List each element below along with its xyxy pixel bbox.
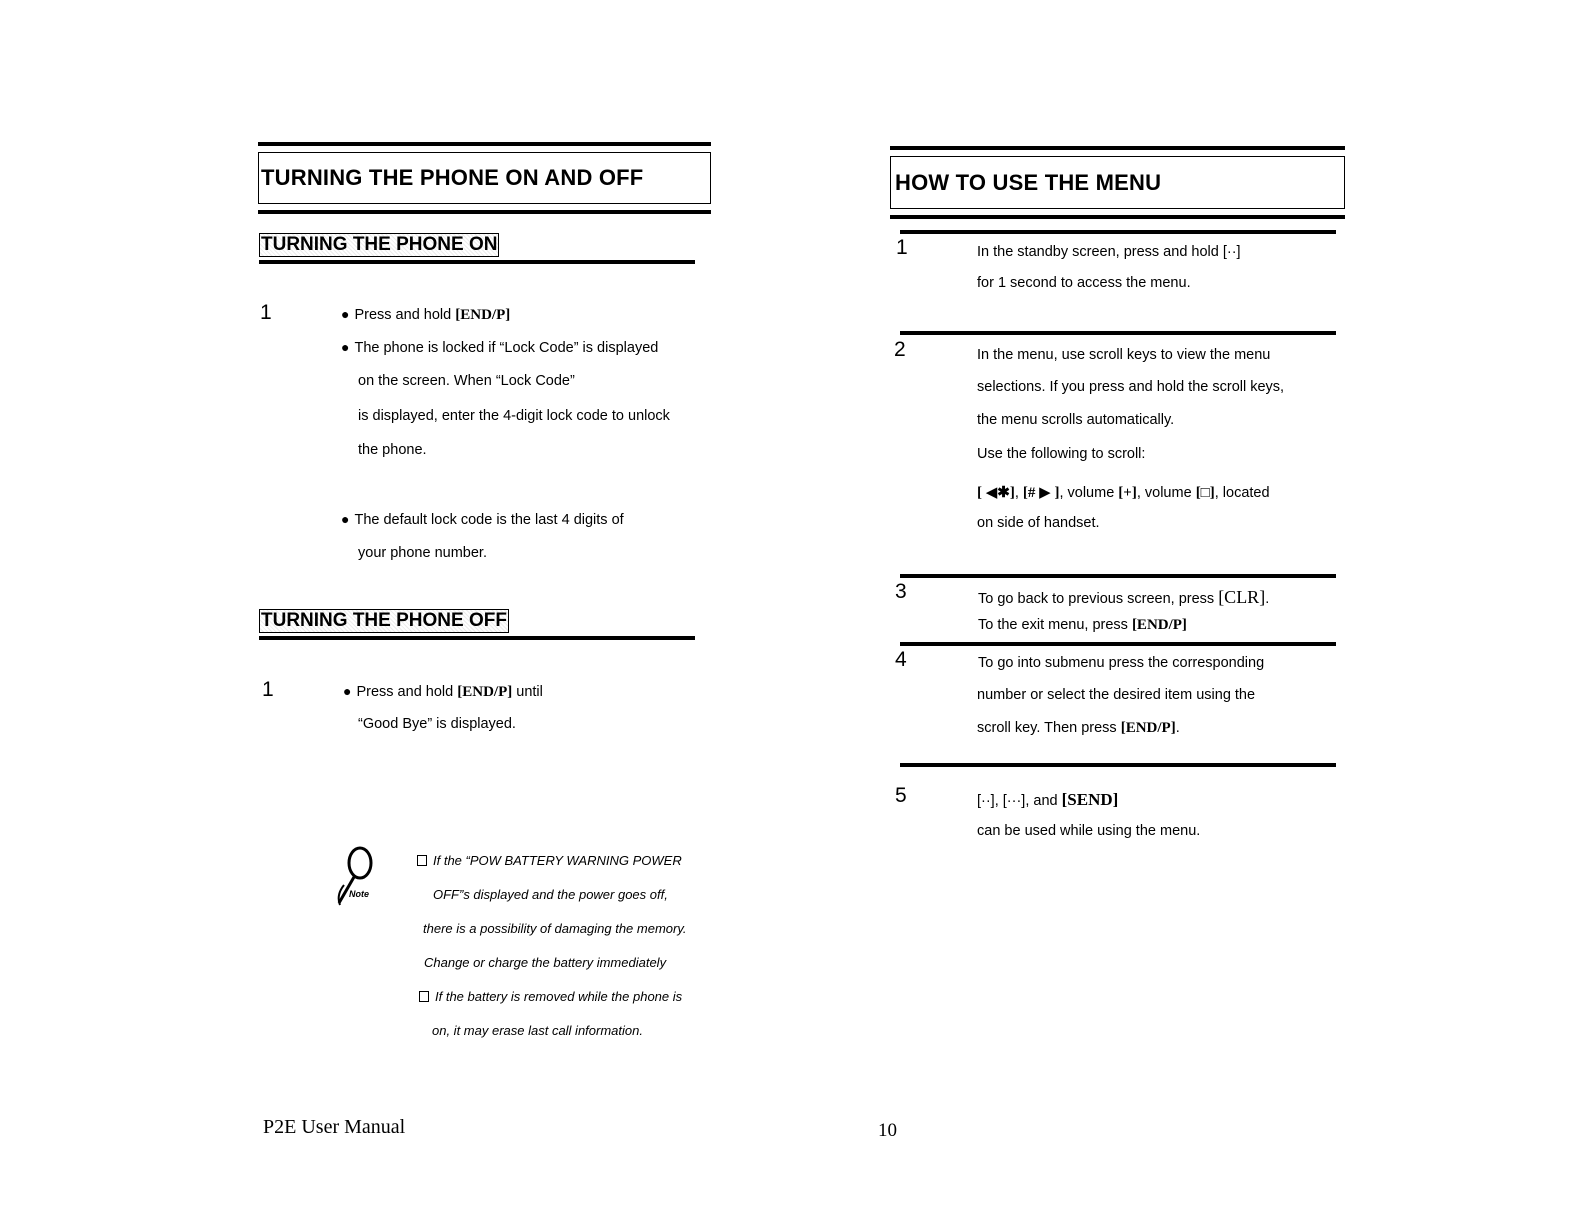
note-text: If the battery is removed while the phone is <box>435 989 683 1004</box>
step-4-line-3 <box>977 720 1180 737</box>
checkbox-icon <box>419 991 429 1002</box>
step-4-rule <box>900 642 1336 646</box>
step-5-line-2: can be used while using the menu. <box>977 823 1201 839</box>
off-bullet-press-hold <box>343 683 543 701</box>
step-2-line-6: on side of handset. <box>977 515 1100 531</box>
step-3-rule <box>900 574 1336 578</box>
step-2-rule <box>900 331 1336 335</box>
step-5-rule <box>900 763 1336 767</box>
right-page-title: HOW TO USE THE MENU <box>890 156 1345 209</box>
step-3-text: To go back to previous screen, press <box>978 591 1219 607</box>
volume-label: , volume <box>1059 485 1119 501</box>
step-2-line-1: In the menu, use scroll keys to view the menu <box>977 347 1271 363</box>
left-title-box <box>258 142 711 214</box>
step-1-line-2: for 1 second to access the menu. <box>977 275 1191 291</box>
on-bullet-text: Press and hold <box>354 307 456 323</box>
note-line-2: OFF”s displayed and the power goes off, <box>433 887 668 902</box>
note-line-3: there is a possibility of damaging the memory. <box>423 921 687 936</box>
footer-manual-title: P2E User Manual <box>263 1116 406 1138</box>
on-bullet-default-code-l2: your phone number. <box>358 545 487 561</box>
right-title-box <box>890 146 1345 219</box>
on-bullet-locked-l2: on the screen. When “Lock Code” <box>358 373 575 389</box>
turning-on-heading: TURNING THE PHONE ON <box>261 234 498 255</box>
on-bullet-locked: ● The phone is locked if “Lock Code” is displayed <box>341 339 658 356</box>
hash-right-key: [# ▶ ] <box>1022 485 1060 501</box>
off-bullet-until: until <box>512 684 543 700</box>
turning-on-rule <box>259 260 695 264</box>
step-4-line-1: To go into submenu press the corresponding <box>978 655 1265 671</box>
step-4-line-2: number or select the desired item using the <box>977 687 1256 703</box>
step-1-text: In the standby screen, press and hold <box>977 244 1223 260</box>
step-3-line-2 <box>978 617 1187 634</box>
step-2-number: 2 <box>894 338 906 361</box>
step-2-line-3: the menu scrolls automatically. <box>977 412 1175 428</box>
note-line-4: Change or charge the battery immediately <box>424 955 667 970</box>
step-1-rule <box>900 230 1336 234</box>
step-2-line-4: Use the following to scroll: <box>977 446 1146 462</box>
volume-down-key: [□] <box>1195 485 1215 501</box>
checkbox-icon <box>417 855 427 866</box>
step-3-number: 3 <box>895 580 907 603</box>
note-line-6: on, it may erase last call information. <box>432 1023 643 1038</box>
menu-key: [··] <box>977 793 995 809</box>
off-bullet-text: Press and hold <box>356 684 458 700</box>
clr-key: [CLR] <box>1218 587 1266 607</box>
note-icon <box>334 845 382 909</box>
period: . <box>1175 720 1180 736</box>
volume-up-key: [+] <box>1118 485 1137 501</box>
menu-key: [···] <box>1002 793 1026 809</box>
note-label: Note <box>349 889 369 899</box>
off-bullet-l2: “Good Bye” is displayed. <box>358 716 516 732</box>
volume-label: , volume <box>1136 485 1196 501</box>
footer-page-number: 10 <box>878 1120 897 1141</box>
step-2-line-5 <box>977 483 1270 502</box>
left-page-title: TURNING THE PHONE ON AND OFF <box>258 152 711 204</box>
note-text: If the “POW BATTERY WARNING POWER <box>433 853 682 868</box>
turning-off-rule <box>259 636 695 640</box>
end-p-key: [END/P] <box>455 307 511 323</box>
step-5-number: 5 <box>895 784 907 807</box>
step-4-number: 4 <box>895 648 907 671</box>
on-bullet-locked-l3: is displayed, enter the 4-digit lock code to unlock <box>358 408 670 424</box>
end-p-key: [END/P] <box>457 684 513 700</box>
on-step-number: 1 <box>260 301 272 324</box>
step-3-line-1 <box>978 587 1269 608</box>
send-key: [SEND] <box>1061 790 1119 809</box>
step-1-line-1 <box>977 244 1241 260</box>
on-bullet-locked-l4: the phone. <box>358 442 427 458</box>
step-1-number: 1 <box>896 236 908 259</box>
menu-key: [··] <box>1222 244 1241 260</box>
end-p-key: [END/P] <box>1131 617 1187 633</box>
on-bullet-press-hold <box>341 306 510 324</box>
and-text: , and <box>1025 793 1062 809</box>
turning-off-heading: TURNING THE PHONE OFF <box>261 610 507 631</box>
separator: , <box>1014 485 1023 501</box>
located-text: , located <box>1214 485 1270 501</box>
period: . <box>1265 591 1270 607</box>
separator: , <box>994 793 1003 809</box>
note-line-5 <box>419 989 682 1004</box>
on-bullet-default-code: ● The default lock code is the last 4 digits of <box>341 511 624 528</box>
end-p-key: [END/P] <box>1120 720 1176 736</box>
step-5-line-1 <box>977 790 1118 810</box>
note-line-1 <box>417 853 682 868</box>
step-3-text-2: To the exit menu, press <box>978 617 1132 633</box>
off-step-number: 1 <box>262 678 274 701</box>
star-left-key: [ ◀✱] <box>977 485 1015 501</box>
step-2-line-2: selections. If you press and hold the scroll keys, <box>977 379 1285 395</box>
step-4-text: scroll key. Then press <box>977 720 1121 736</box>
